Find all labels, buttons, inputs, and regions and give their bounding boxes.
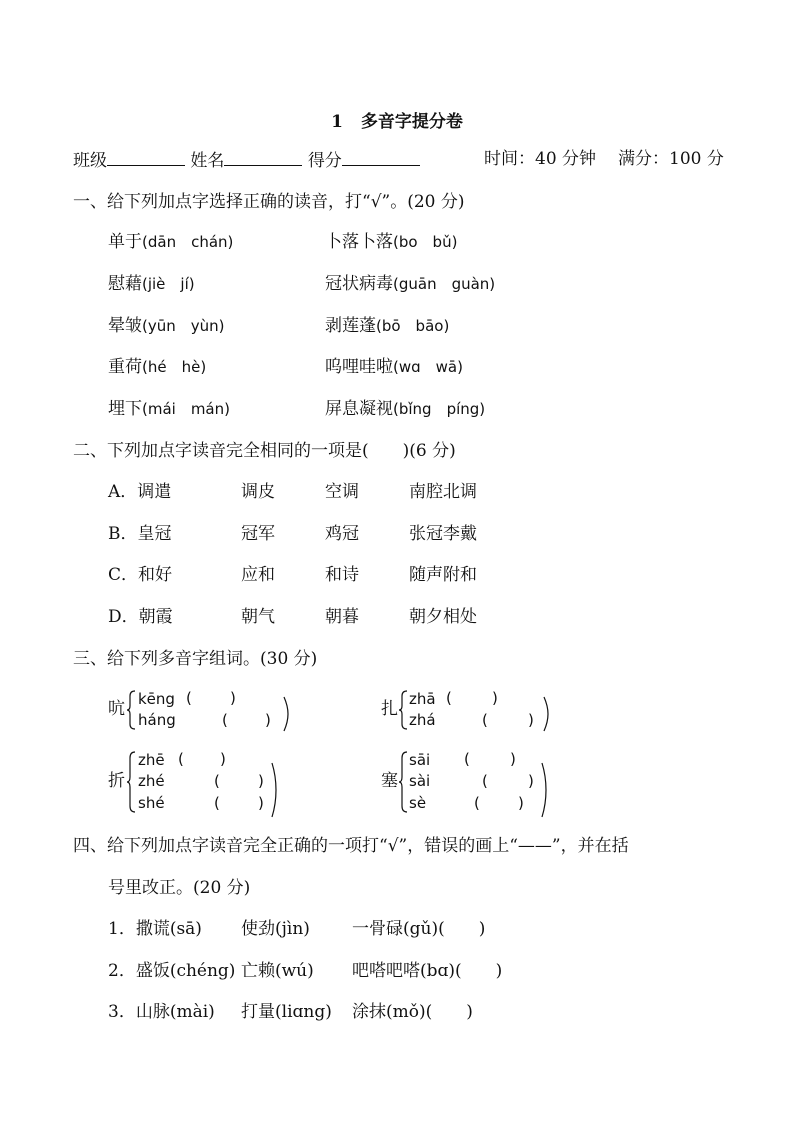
s2-word: 随声附和 <box>409 565 477 585</box>
answer-paren-close[interactable]: ) <box>528 711 534 729</box>
score-blank[interactable] <box>342 149 420 166</box>
s2-word: 朝气 <box>241 607 275 627</box>
s2-word: 应和 <box>241 565 275 585</box>
s1-item: 晕皱(yūn yùn) <box>108 316 225 336</box>
answer-paren-open[interactable]: ( <box>186 689 192 707</box>
score-label: 得分 <box>307 151 342 171</box>
s4-answer-item[interactable]: 涂抹(mǒ)( ) <box>352 1002 473 1022</box>
s1-item: 慰藉(jiè jí) <box>108 274 195 294</box>
s1-item: 呜哩哇啦(wɑ wā) <box>325 357 463 377</box>
s3-reading: zhā <box>409 690 436 708</box>
s2-word: 朝夕相处 <box>409 607 477 627</box>
right-bracket-icon <box>540 762 548 818</box>
section4-heading-cont: 号里改正。(20 分) <box>108 878 251 898</box>
s1-item: 卜落卜落(bo bǔ) <box>325 232 458 252</box>
answer-paren-open[interactable]: ( <box>474 794 480 812</box>
s3-char: 塞 <box>381 771 398 791</box>
section4-heading: 四、给下列加点字读音完全正确的一项打“√”，错误的画上“——”，并在括 <box>73 836 629 856</box>
s1-item: 屏息凝视(bǐng píng) <box>325 399 486 419</box>
right-bracket-icon <box>542 696 550 732</box>
s4-item: 亡赖(wú) <box>241 961 314 981</box>
answer-paren-close[interactable]: ) <box>492 689 498 707</box>
s2-option-c[interactable]: C．和好 <box>108 565 173 585</box>
left-brace-icon <box>398 690 408 730</box>
s4-answer-item[interactable]: 一骨碌(gǔ)( ) <box>352 919 486 939</box>
s1-item: 冠状病毒(guān guàn) <box>325 274 496 294</box>
s2-word: 张冠李戴 <box>409 524 477 544</box>
s4-item: 1．撒谎(sā) <box>108 919 202 939</box>
time-info: 时间：40 分钟 <box>484 149 597 169</box>
s3-reading: shé <box>138 794 165 812</box>
answer-paren-open[interactable]: ( <box>222 711 228 729</box>
s2-word: 鸡冠 <box>325 524 359 544</box>
s3-reading: zhá <box>409 711 436 729</box>
section3-heading: 三、给下列多音字组词。(30 分) <box>73 649 318 669</box>
title-text: 多音字提分卷 <box>360 112 463 132</box>
s3-reading: sài <box>409 772 431 790</box>
answer-paren-open[interactable]: ( <box>214 794 220 812</box>
s3-char: 扎 <box>381 699 398 719</box>
s2-word: 和诗 <box>325 565 359 585</box>
title-number: 1 <box>331 112 343 132</box>
answer-paren-close[interactable]: ) <box>220 750 226 768</box>
answer-paren-close[interactable]: ) <box>258 772 264 790</box>
s1-item: 剥莲蓬(bō bāo) <box>325 316 450 336</box>
s4-item: 使劲(jìn) <box>241 919 310 939</box>
s3-reading: sè <box>409 794 427 812</box>
name-blank[interactable] <box>224 149 302 166</box>
s1-item: 重荷(hé hè) <box>108 357 207 377</box>
left-brace-icon <box>126 690 136 730</box>
s2-word: 冠军 <box>241 524 275 544</box>
s2-word: 空调 <box>325 482 359 502</box>
answer-paren-close[interactable]: ) <box>258 794 264 812</box>
s4-item: 2．盛饭(chéng) <box>108 961 236 981</box>
s3-char: 折 <box>108 771 125 791</box>
s3-reading: sāi <box>409 751 431 769</box>
s3-char: 吭 <box>108 699 125 719</box>
answer-paren-open[interactable]: ( <box>482 772 488 790</box>
section1-heading: 一、给下列加点字选择正确的读音，打“√”。(20 分) <box>73 192 465 212</box>
answer-paren-open[interactable]: ( <box>214 772 220 790</box>
s4-item: 3．山脉(mài) <box>108 1002 215 1022</box>
header-row <box>73 149 420 171</box>
s4-answer-item[interactable]: 吧嗒吧嗒(bɑ)( ) <box>352 961 503 981</box>
s2-word: 调皮 <box>241 482 275 502</box>
right-bracket-icon <box>282 696 290 732</box>
answer-paren-open[interactable]: ( <box>178 750 184 768</box>
answer-paren-open[interactable]: ( <box>482 711 488 729</box>
s2-word: 朝暮 <box>325 607 359 627</box>
section2-heading: 二、下列加点字读音完全相同的一项是( )(6 分) <box>73 441 456 461</box>
s1-item: 单于(dān chán) <box>108 232 234 252</box>
s3-reading: zhé <box>138 772 165 790</box>
full-score-info: 满分：100 分 <box>618 149 724 169</box>
name-label: 姓名 <box>190 151 225 171</box>
s3-reading: háng <box>138 711 176 729</box>
s1-item: 埋下(mái mán) <box>108 399 230 419</box>
answer-paren-close[interactable]: ) <box>518 794 524 812</box>
s2-option-a[interactable]: A．调遣 <box>108 482 172 502</box>
s2-word: 南腔北调 <box>409 482 477 502</box>
answer-paren-close[interactable]: ) <box>230 689 236 707</box>
s4-item: 打量(liɑng) <box>241 1002 332 1022</box>
right-bracket-icon <box>270 762 278 818</box>
answer-paren-open[interactable]: ( <box>464 750 470 768</box>
answer-paren-close[interactable]: ) <box>510 750 516 768</box>
s2-option-d[interactable]: D．朝霞 <box>108 607 173 627</box>
s3-reading: zhē <box>138 751 165 769</box>
class-blank[interactable] <box>107 149 185 166</box>
answer-paren-open[interactable]: ( <box>446 689 452 707</box>
answer-paren-close[interactable]: ) <box>528 772 534 790</box>
left-brace-icon <box>398 751 408 813</box>
s3-reading: kēng <box>138 690 175 708</box>
class-label: 班级 <box>73 151 107 171</box>
left-brace-icon <box>126 751 136 813</box>
answer-paren-close[interactable]: ) <box>265 711 271 729</box>
page-title <box>0 107 794 132</box>
s2-option-b[interactable]: B．皇冠 <box>108 524 172 544</box>
